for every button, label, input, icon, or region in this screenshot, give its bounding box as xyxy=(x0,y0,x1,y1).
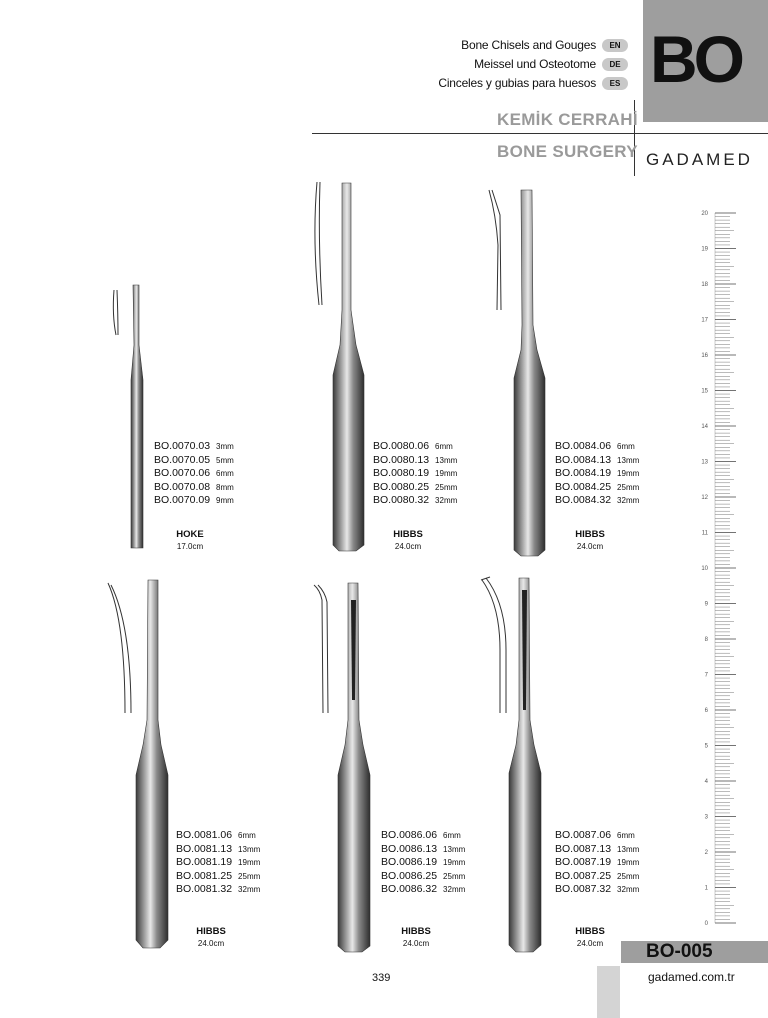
product-row xyxy=(555,481,639,495)
product-size: 9mm xyxy=(216,496,234,505)
product-length: 24.0cm xyxy=(576,542,604,551)
page-code: BO-005 xyxy=(646,941,713,962)
product-size: 25mm xyxy=(435,482,458,492)
product-row xyxy=(373,494,457,508)
product-size: 6mm xyxy=(216,469,234,478)
product-code: BO.0084.25 xyxy=(555,480,612,493)
hibbs-chisel-0080-drawing xyxy=(315,182,364,551)
hibbs-chisel-0084-drawing xyxy=(489,190,545,556)
product-size: 13mm xyxy=(435,455,458,465)
product-name: HIBBS xyxy=(196,926,226,937)
product-code: BO.0087.13 xyxy=(555,842,612,855)
ruler-label: 14 xyxy=(701,424,708,430)
product-row xyxy=(381,856,465,870)
ruler-label: 19 xyxy=(701,246,708,253)
product-size: 6mm xyxy=(238,831,256,840)
product-size: 32mm xyxy=(617,496,640,505)
product-code: BO.0081.19 xyxy=(176,856,233,868)
product-size: 25mm xyxy=(617,482,640,492)
product-row xyxy=(555,494,639,508)
product-code: BO.0086.32 xyxy=(381,883,438,895)
product-code: BO.0086.19 xyxy=(381,856,438,868)
product-size: 8mm xyxy=(216,482,234,492)
product-code: BO.0084.19 xyxy=(555,467,612,479)
product-row xyxy=(555,856,639,870)
product-size: 32mm xyxy=(435,496,458,505)
product-code: BO.0084.06 xyxy=(555,440,612,452)
product-row xyxy=(176,870,260,884)
product-size: 25mm xyxy=(443,871,466,881)
ruler-label: 7 xyxy=(704,672,708,679)
language-text: Bone Chisels and Gouges xyxy=(461,38,596,52)
ruler-label: 5 xyxy=(704,743,708,750)
product-row xyxy=(373,440,457,454)
product-list-0081 xyxy=(176,829,260,897)
product-size: 32mm xyxy=(238,885,261,894)
product-code: BO.0087.25 xyxy=(555,869,612,882)
product-list-0086 xyxy=(381,829,465,897)
product-size: 6mm xyxy=(617,442,635,451)
product-code: BO.0070.06 xyxy=(154,467,211,479)
language-text: Meissel und Osteotome xyxy=(474,57,596,71)
hibbs-chisel-0087-drawing xyxy=(481,577,541,952)
hoke-chisel-drawing xyxy=(113,285,143,548)
ruler-label: 6 xyxy=(704,708,708,714)
product-list-0087 xyxy=(555,829,639,897)
measurement-ruler xyxy=(700,205,745,930)
ruler-label: 9 xyxy=(704,601,708,608)
language-code-badge: ES xyxy=(602,77,628,90)
product-row xyxy=(154,494,234,508)
product-size: 25mm xyxy=(617,871,640,881)
product-size: 19mm xyxy=(443,858,466,867)
product-name: HOKE xyxy=(176,529,204,540)
product-code: BO.0087.32 xyxy=(555,883,612,895)
product-code: BO.0080.25 xyxy=(373,480,430,493)
product-row xyxy=(154,467,234,481)
product-row xyxy=(555,440,639,454)
product-size: 19mm xyxy=(238,858,261,867)
product-length: 24.0cm xyxy=(576,939,604,948)
hibbs-chisel-0086-drawing xyxy=(314,583,370,952)
product-code: BO.0070.08 xyxy=(154,480,211,493)
product-row xyxy=(555,467,639,481)
product-row xyxy=(373,481,457,495)
brand-logo: GADAMED xyxy=(646,150,753,169)
product-code: BO.0081.25 xyxy=(176,869,233,882)
language-text: Cinceles y gubias para huesos xyxy=(438,76,596,90)
product-row xyxy=(154,454,234,468)
product-length: 24.0cm xyxy=(394,542,422,551)
product-name: HIBBS xyxy=(401,926,431,937)
product-length: 17.0cm xyxy=(176,542,204,551)
product-code: BO.0081.13 xyxy=(176,842,233,855)
product-list-0084 xyxy=(555,440,639,508)
product-code: BO.0070.03 xyxy=(154,440,211,452)
product-code: BO.0070.09 xyxy=(154,494,211,506)
product-code: BO.0087.06 xyxy=(555,829,612,841)
product-size: 13mm xyxy=(238,844,261,854)
product-code: BO.0081.06 xyxy=(176,829,233,841)
product-code: BO.0080.19 xyxy=(373,467,430,479)
product-row xyxy=(176,856,260,870)
language-code-badge: EN xyxy=(602,39,628,52)
product-code: BO.0086.25 xyxy=(381,869,438,882)
website-url: gadamed.com.tr xyxy=(648,970,735,984)
ruler-label: 12 xyxy=(701,495,708,501)
product-row xyxy=(555,843,639,857)
product-size: 13mm xyxy=(617,455,640,465)
product-size: 32mm xyxy=(617,885,640,894)
product-code: BO.0080.32 xyxy=(373,494,430,506)
product-name: HIBBS xyxy=(575,529,605,540)
product-row xyxy=(381,870,465,884)
footer-gray-block xyxy=(597,966,620,1018)
product-code: BO.0081.32 xyxy=(176,883,233,895)
product-row xyxy=(176,883,260,897)
hibbs-chisel-0081-drawing xyxy=(108,580,168,948)
ruler-label: 15 xyxy=(701,388,708,395)
product-code: BO.0080.13 xyxy=(373,453,430,466)
product-code: BO.0087.19 xyxy=(555,856,612,868)
product-list-0080 xyxy=(373,440,457,508)
section-title-tr: KEMİK CERRAHİ xyxy=(497,110,638,129)
product-code: BO.0070.05 xyxy=(154,453,211,466)
product-size: 19mm xyxy=(617,858,640,867)
ruler-label: 13 xyxy=(701,459,708,466)
product-row xyxy=(555,829,639,843)
product-size: 25mm xyxy=(238,871,261,881)
product-row xyxy=(176,843,260,857)
product-row xyxy=(555,883,639,897)
language-code-badge: DE xyxy=(602,58,628,71)
product-row xyxy=(381,829,465,843)
product-list-hoke xyxy=(154,440,234,508)
ruler-label: 20 xyxy=(701,211,708,217)
page-number: 339 xyxy=(372,972,391,984)
product-row xyxy=(373,454,457,468)
ruler-label: 1 xyxy=(704,885,708,892)
ruler-label: 17 xyxy=(701,317,708,324)
product-name: HIBBS xyxy=(393,529,423,540)
product-row xyxy=(154,440,234,454)
product-size: 6mm xyxy=(443,831,461,840)
product-size: 6mm xyxy=(435,442,453,451)
ruler-label: 10 xyxy=(701,566,708,572)
product-size: 19mm xyxy=(617,469,640,478)
product-size: 3mm xyxy=(216,442,234,451)
ruler-label: 11 xyxy=(701,530,708,537)
product-code: BO.0086.13 xyxy=(381,842,438,855)
ruler-label: 8 xyxy=(704,637,708,643)
product-name: HIBBS xyxy=(575,926,605,937)
product-row xyxy=(381,843,465,857)
product-row xyxy=(154,481,234,495)
product-size: 32mm xyxy=(443,885,466,894)
product-length: 24.0cm xyxy=(402,939,430,948)
product-size: 5mm xyxy=(216,455,234,465)
product-code: BO.0080.06 xyxy=(373,440,430,452)
product-code: BO.0084.13 xyxy=(555,453,612,466)
ruler-label: 3 xyxy=(704,814,708,821)
section-code: BO xyxy=(650,22,741,96)
product-row xyxy=(373,467,457,481)
product-code: BO.0084.32 xyxy=(555,494,612,506)
product-size: 13mm xyxy=(443,844,466,854)
ruler-label: 18 xyxy=(701,282,708,288)
product-size: 13mm xyxy=(617,844,640,854)
product-code: BO.0086.06 xyxy=(381,829,438,841)
product-row xyxy=(555,454,639,468)
ruler-label: 4 xyxy=(704,779,708,785)
ruler-label: 2 xyxy=(704,850,708,856)
ruler-label: 0 xyxy=(704,921,708,927)
product-size: 19mm xyxy=(435,469,458,478)
product-row xyxy=(176,829,260,843)
ruler-label: 16 xyxy=(701,353,708,359)
section-title-en: BONE SURGERY xyxy=(497,142,638,161)
product-size: 6mm xyxy=(617,831,635,840)
product-length: 24.0cm xyxy=(197,939,225,948)
product-row xyxy=(555,870,639,884)
product-row xyxy=(381,883,465,897)
